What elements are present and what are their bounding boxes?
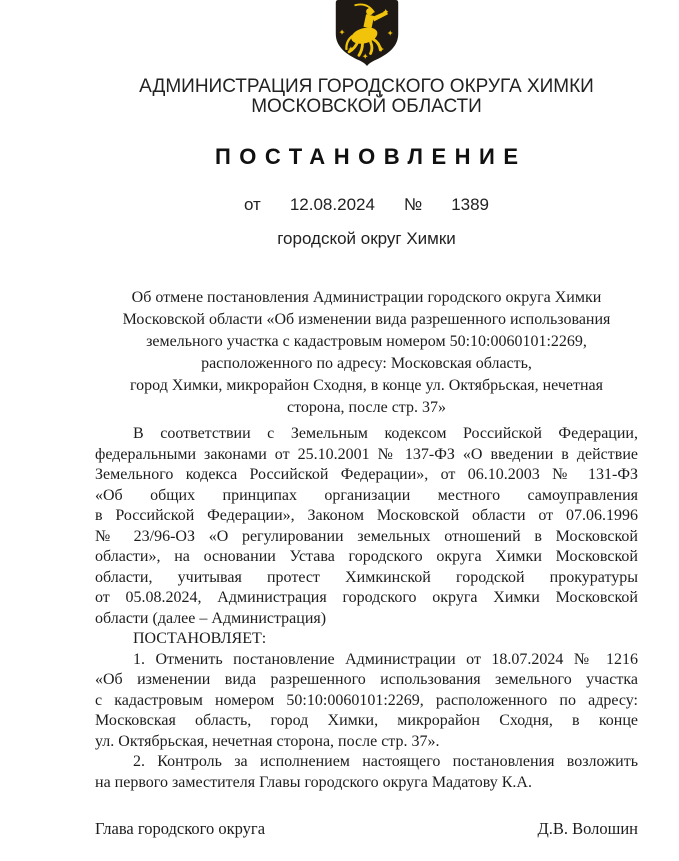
item-1-paragraph bbox=[95, 650, 638, 753]
text-line: земельного участка с кадастровым номером 50:10:0060101:2269, bbox=[146, 333, 587, 350]
text-line: ул. Октябрьская, нечетная сторона, после стр. 37». bbox=[95, 732, 440, 750]
item-2-paragraph bbox=[95, 752, 638, 793]
org-name-block bbox=[95, 77, 638, 117]
text-line: В соответствии с Земельным кодексом Российской Федерации, bbox=[133, 425, 638, 442]
text-line: Об отмене постановления Администрации городского округа Химки bbox=[131, 289, 602, 306]
emblem bbox=[334, 0, 400, 66]
text-line: «Об изменении вида разрешенного использования земельного участка bbox=[95, 671, 638, 688]
preamble-paragraph bbox=[95, 424, 638, 629]
text-line: Московской области «Об изменении вида разрешенного использования bbox=[122, 311, 611, 328]
document-type-title: ПОСТАНОВЛЕНИЕ bbox=[214, 144, 527, 169]
text-line: «Об общих принципах организации местного самоуправления bbox=[95, 486, 638, 504]
text-line: № 23/96-ОЗ «О регулировании земельных отношений в Московской bbox=[95, 527, 638, 545]
signature-row bbox=[95, 819, 638, 839]
org-name-line2: МОСКОВСКОЙ ОБЛАСТИ bbox=[251, 96, 482, 117]
text-line: от 05.08.2024, Администрация городского округа Химки Московской bbox=[95, 589, 638, 606]
text-line: на первого заместителя Главы городского округа Мадатову К.А. bbox=[95, 773, 532, 791]
number-value: 1389 bbox=[451, 195, 490, 214]
text-line: 2. Контроль за исполнением настоящего постановления возложить bbox=[133, 753, 638, 770]
text-line: город Химки, микрорайон Сходня, в конце ул. Октябрьская, нечетная bbox=[129, 377, 603, 394]
subject-block bbox=[95, 287, 638, 419]
date-number-row bbox=[95, 194, 638, 216]
signature-name: Д.В. Волошин bbox=[537, 819, 638, 838]
date-prefix: от bbox=[243, 195, 261, 214]
text-line: 1. Отменить постановление Администрации от 18.07.2024 № 1216 bbox=[133, 650, 638, 668]
khimki-coat-of-arms-icon bbox=[334, 0, 400, 66]
text-line: области (далее – Администрация) bbox=[95, 609, 327, 627]
text-line: расположенного по адресу: Московская область, bbox=[201, 355, 532, 372]
signature-position: Глава городского округа bbox=[95, 819, 266, 838]
text-line: в Российской Федерации», Законом Московской области от 07.06.1996 bbox=[95, 507, 638, 524]
place-line: городской округ Химки bbox=[277, 229, 456, 248]
date-value: 12.08.2024 bbox=[289, 195, 375, 214]
org-name-line1: АДМИНИСТРАЦИЯ ГОРОДСКОГО ОКРУГА ХИМКИ bbox=[139, 76, 594, 97]
text-line: с кадастровым номером 50:10:0060101:2269, расположенного по адресу: bbox=[95, 691, 638, 709]
resolves-line: ПОСТАНОВЛЯЕТ: bbox=[133, 630, 267, 647]
text-line: области, учитывая протест Химкинской городской прокуратуры bbox=[95, 568, 638, 586]
text-line: Московская область, город Химки, микрорайон Сходня, в конце bbox=[95, 712, 638, 729]
number-sign: № bbox=[403, 195, 423, 214]
text-line: области», на основании Устава городского округа Химки Московской bbox=[95, 548, 638, 565]
text-line: сторона, после стр. 37» bbox=[287, 399, 446, 416]
text-line: федеральными законами от 25.10.2001 № 137-ФЗ «О введении в действие bbox=[95, 445, 638, 463]
text-line: Земельного кодекса Российской Федерации», от 06.10.2003 № 131-ФЗ bbox=[95, 466, 638, 483]
